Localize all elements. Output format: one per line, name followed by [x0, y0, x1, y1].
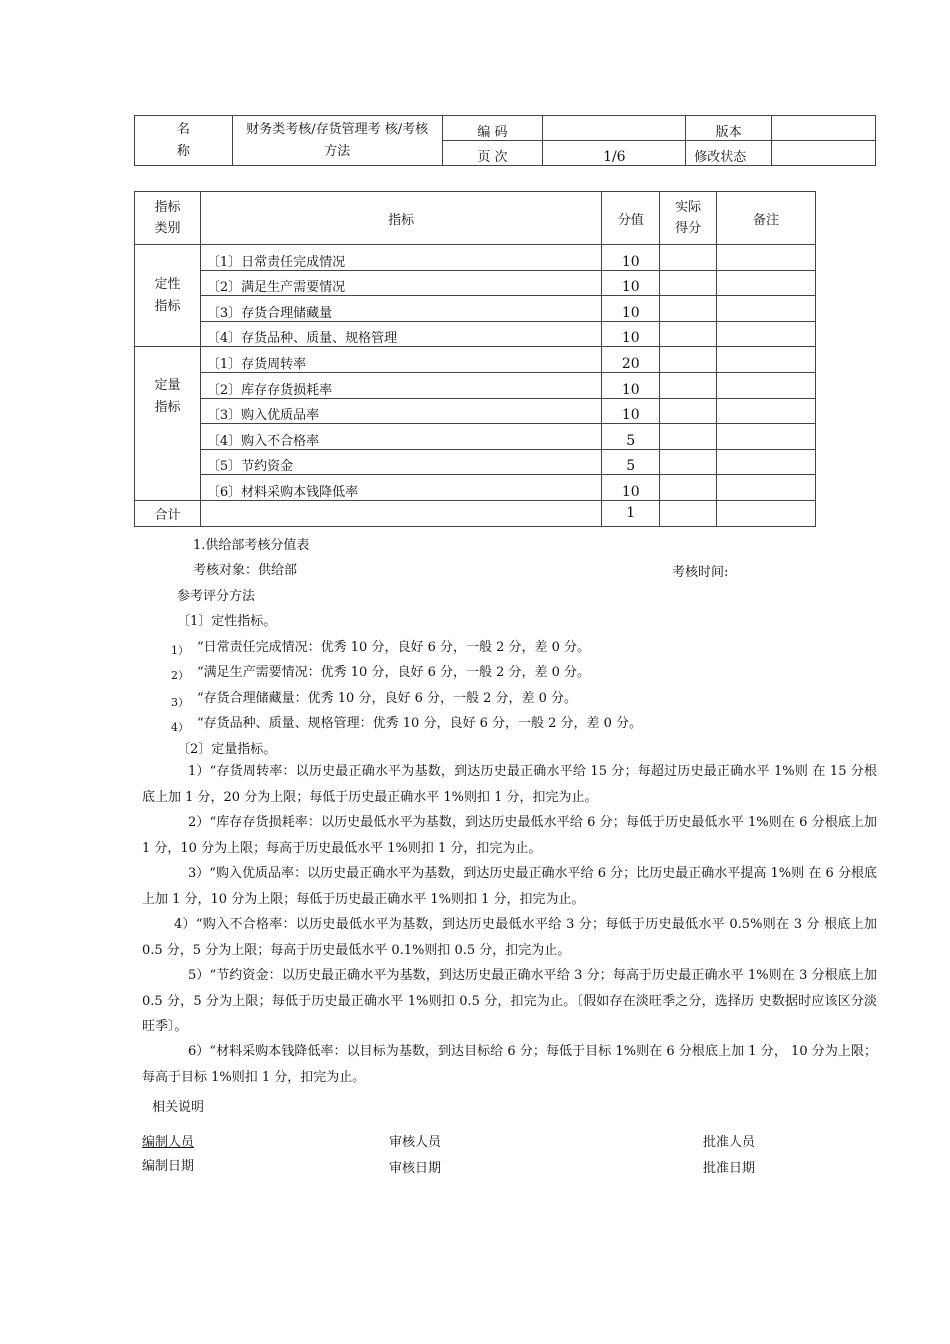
- table-caption: 1.供给部考核分值表: [193, 538, 310, 553]
- note-cell: [717, 398, 816, 424]
- score-cell: 10: [602, 372, 660, 398]
- note-cell: [717, 321, 816, 347]
- total-score: 1: [602, 500, 660, 526]
- qualitative-label: 定性 指标: [135, 245, 201, 347]
- actual-cell: [660, 500, 717, 526]
- page-label: 页 次: [442, 141, 543, 166]
- revision-label: 修改状态: [686, 141, 772, 166]
- note-cell: [717, 372, 816, 398]
- table-row: 〔4〕存货品种、质量、规格管理: [200, 321, 601, 347]
- prepared-date: 编制日期: [142, 1159, 195, 1174]
- actual-cell: [660, 321, 717, 347]
- qual-item-number: 2）: [171, 669, 189, 682]
- actual-cell: [660, 398, 717, 424]
- reviewed-by: 审核人员: [389, 1135, 442, 1150]
- header-table: [134, 115, 876, 166]
- note-cell: [717, 347, 816, 373]
- name-value: 财务类考核/存货管理考 核/考核 方法: [232, 116, 442, 166]
- code-value: [543, 116, 686, 141]
- note-cell: [717, 449, 816, 475]
- index-table: [134, 191, 816, 527]
- reviewed-date: 审核日期: [389, 1161, 442, 1176]
- quant-item: 4）“购入不合格率：以历史最低水平为基数，到达历史最低水平给 3 分；每低于历史最低水平 0.5%则在 3 分 根底上加 0.5 分，5 分为上限；每高于历史最低水平 0.1%则扣 0.5 分，扣完为止。: [142, 917, 877, 958]
- score-cell: 20: [602, 347, 660, 373]
- actual-cell: [660, 245, 717, 271]
- table-row: 〔3〕存货合理储藏量: [200, 296, 601, 322]
- qual-item-number: 4）: [171, 721, 189, 734]
- actual-cell: [660, 347, 717, 373]
- page-value: 1/6: [543, 141, 686, 166]
- qual-item: “满足生产需要情况：优秀 10 分，良好 6 分，一般 2 分，差 0 分。: [197, 665, 591, 680]
- actual-cell: [660, 449, 717, 475]
- assessment-target: 考核对象：供给部: [193, 563, 298, 578]
- assessment-time: 考核时间:: [672, 565, 729, 580]
- actual-cell: [660, 424, 717, 450]
- col-category: 指标 类别: [135, 192, 201, 245]
- total-empty: [200, 500, 601, 526]
- note-cell: [717, 475, 816, 501]
- table-row: 〔3〕购入优质品率: [200, 398, 601, 424]
- score-cell: 10: [602, 321, 660, 347]
- name-label: 名 称: [135, 116, 233, 166]
- quant-item: 5）“节约资金：以历史最正确水平为基数，到达历史最正确水平给 3 分；每高于历史最正确水平 1%则在 3 分根底上加 0.5 分，5 分为上限；每低于历史最正确水平 1%则扣 0.5 分，扣完为止。〔假如存在淡旺季之分，选择历 史数据时应该区分淡旺季〕。: [142, 968, 877, 1034]
- qual-item: “日常责任完成情况：优秀 10 分，良好 6 分，一般 2 分，差 0 分。: [197, 640, 591, 655]
- table-row: 〔2〕满足生产需要情况: [200, 270, 601, 296]
- actual-cell: [660, 296, 717, 322]
- total-label: 合计: [135, 500, 201, 526]
- table-row: 〔5〕节约资金: [200, 449, 601, 475]
- table-row: 〔1〕日常责任完成情况: [200, 245, 601, 271]
- score-cell: 5: [602, 449, 660, 475]
- actual-cell: [660, 372, 717, 398]
- note-cell: [717, 500, 816, 526]
- related-notes: 相关说明: [152, 1100, 205, 1115]
- table-row: 〔6〕材料采购本钱降低率: [200, 475, 601, 501]
- quant-item: 2）“库存存货损耗率：以历史最低水平为基数，到达历史最低水平给 6 分；每低于历史最低水平 1%则在 6 分根底上加 1 分，10 分为上限；每高于历史最低水平 1%则扣 1 分，扣完为止。: [142, 815, 877, 856]
- qualitative-title: 〔1〕定性指标。: [177, 614, 277, 629]
- qual-item: “存货合理储藏量：优秀 10 分，良好 6 分，一般 2 分，差 0 分。: [197, 691, 578, 706]
- note-cell: [717, 270, 816, 296]
- col-note: 备注: [717, 192, 816, 245]
- table-row: 〔2〕库存存货损耗率: [200, 372, 601, 398]
- note-cell: [717, 296, 816, 322]
- actual-cell: [660, 270, 717, 296]
- revision-value: [772, 141, 876, 166]
- version-label: 版本: [686, 116, 772, 141]
- col-score: 分值: [602, 192, 660, 245]
- col-actual: 实际 得分: [660, 192, 717, 245]
- note-cell: [717, 424, 816, 450]
- actual-cell: [660, 475, 717, 501]
- qual-item-number: 1）: [171, 644, 189, 657]
- quant-item: 3）“购入优质品率：以历史最正确水平为基数，到达历史最正确水平给 6 分；比历史最正确水平提高 1%则 在 6 分根底上加 1 分，10 分为上限；每低于历史最正确水平 1%则扣 1 分，扣完为止。: [142, 866, 877, 907]
- code-label: 编 码: [442, 116, 543, 141]
- table-row: 〔1〕存货周转率: [200, 347, 601, 373]
- col-indicator: 指标: [200, 192, 601, 245]
- quant-item: 6）“材料采购本钱降低率：以目标为基数，到达目标给 6 分；每低于目标 1%则在 6 分根底上加 1 分， 10 分为上限；每高于目标 1%则扣 1 分，扣完为止。: [142, 1044, 877, 1085]
- approved-date: 批准日期: [703, 1161, 756, 1176]
- qual-item: “存货品种、质量、规格管理：优秀 10 分，良好 6 分，一般 2 分，差 0 分。: [197, 716, 643, 731]
- method-title: 参考评分方法: [177, 589, 256, 604]
- approved-by: 批准人员: [703, 1135, 756, 1150]
- qual-item-number: 3）: [171, 696, 189, 709]
- score-cell: 10: [602, 475, 660, 501]
- score-cell: 5: [602, 424, 660, 450]
- quant-item: 1）“存货周转率：以历史最正确水平为基数，到达历史最正确水平给 15 分；每超过历史最正确水平 1%则 在 15 分根底上加 1 分，20 分为上限；每低于历史最正确水平 1%则扣 1 分，扣完为止。: [142, 764, 877, 805]
- prepared-by: 编制人员: [142, 1135, 195, 1150]
- score-cell: 10: [602, 245, 660, 271]
- version-value: [772, 116, 876, 141]
- quantitative-label: 定量 指标: [135, 347, 201, 501]
- score-cell: 10: [602, 296, 660, 322]
- quantitative-title: 〔2〕定量指标。: [177, 742, 277, 757]
- score-cell: 10: [602, 270, 660, 296]
- note-cell: [717, 245, 816, 271]
- score-cell: 10: [602, 398, 660, 424]
- table-row: 〔4〕购入不合格率: [200, 424, 601, 450]
